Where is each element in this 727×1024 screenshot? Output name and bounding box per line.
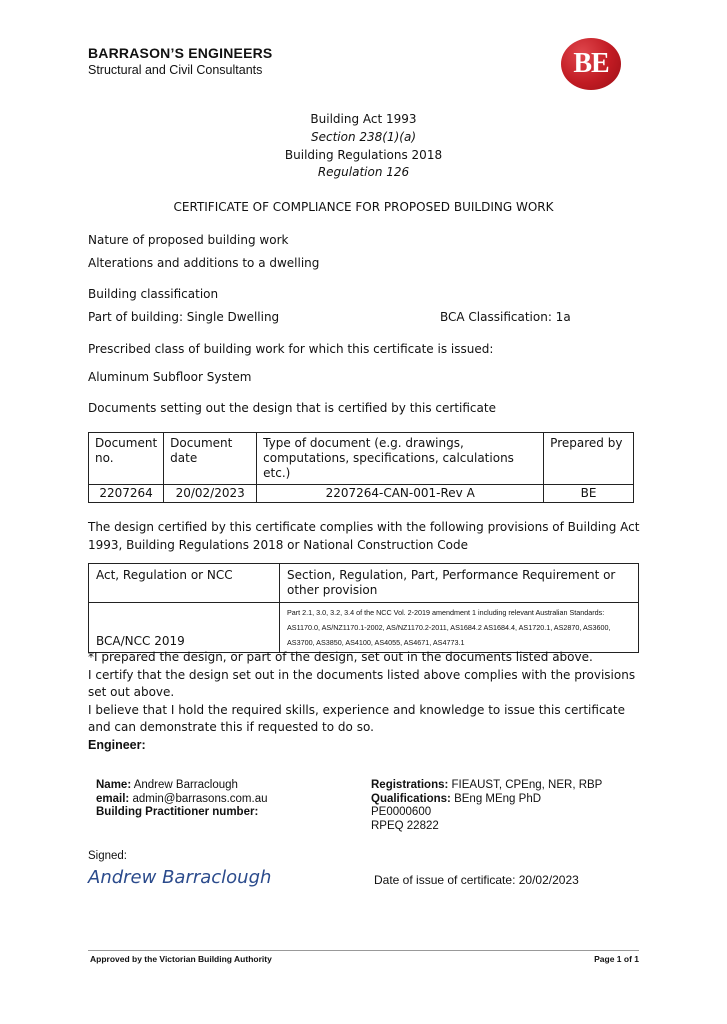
bp-number-label: Building Practitioner number: — [96, 806, 259, 818]
practitioner-number: PE0000600 — [371, 806, 432, 818]
declaration-2: I certify that the design set out in the documents listed above complies with the provisions set out above. — [88, 667, 636, 699]
declaration-1: *I prepared the design, or part of the design, set out in the documents listed above. — [88, 650, 593, 664]
documents-table — [88, 432, 634, 503]
table-cell: 20/02/2023 — [164, 485, 257, 503]
registrations-label: Registrations: — [371, 779, 449, 791]
table-cell: BE — [544, 485, 634, 503]
regulation-number: Regulation 126 — [317, 165, 410, 179]
header-cell: Document no. — [89, 433, 164, 485]
engineer-heading: Engineer: — [88, 738, 146, 752]
regulations-title: Building Regulations 2018 — [284, 148, 443, 162]
prescribed-value: Aluminum Subfloor System — [88, 370, 252, 384]
prescribed-label: Prescribed class of building work for which this certificate is issued: — [88, 342, 494, 356]
header-cell: Type of document (e.g. drawings, computations, specifications, calculations etc.) — [257, 433, 544, 485]
footer-page-number: Page 1 of 1 — [594, 954, 639, 964]
name-label: Name: — [96, 779, 132, 791]
provision-detail: Part 2.1, 3.0, 3.2, 3.4 of the NCC Vol. 2-2019 amendment 1 including relevant Australian Standards: AS1170.0, AS/NZ1170.1-2002, AS/NZ1170.2-2011, AS1684.2 AS1684.4, AS1720.1, AS2870, AS3600, AS3700, AS3850, AS4100, AS4055, AS4671, AS4773.1 — [280, 603, 639, 653]
qualifications-value: BEng MEng PhD — [454, 792, 542, 805]
part-of-building: Part of building: Single Dwelling — [88, 310, 280, 324]
engineer-details — [96, 779, 268, 820]
header-cell: Section, Regulation, Part, Performance Requirement or other provision — [280, 564, 639, 603]
rpeq-number: RPEQ 22822 — [371, 819, 439, 832]
header-cell: Document date — [164, 433, 257, 485]
qualifications-label: Qualifications: — [371, 792, 451, 805]
act-title: Building Act 1993 — [310, 112, 417, 126]
email-label: email: — [96, 792, 130, 805]
table-row — [89, 485, 634, 503]
name-value: Andrew Barraclough — [133, 779, 238, 791]
header-cell: Act, Regulation or NCC — [89, 564, 280, 603]
documents-label: Documents setting out the design that is certified by this certificate — [88, 401, 496, 415]
company-name: BARRASON’S ENGINEERS — [88, 45, 273, 61]
company-tagline: Structural and Civil Consultants — [88, 63, 263, 77]
classification-label: Building classification — [88, 287, 219, 301]
footer-divider — [88, 950, 639, 951]
header-cell: Prepared by — [544, 433, 634, 485]
be-logo-icon: BE — [561, 38, 621, 90]
certificate-title: CERTIFICATE OF COMPLIANCE FOR PROPOSED BUILDING WORK — [173, 200, 554, 214]
issue-date: Date of issue of certificate: 20/02/2023 — [374, 873, 579, 887]
email-value: admin@barrasons.com.au — [132, 792, 268, 805]
registrations-value: FIEAUST, CPEng, NER, RBP — [451, 779, 603, 791]
provisions-table — [88, 563, 639, 653]
engineer-credentials — [371, 779, 602, 833]
declaration-3: I believe that I hold the required skills, experience and knowledge to issue this certificate and can demonstrate this if requested to do so. — [88, 702, 625, 734]
bca-classification: BCA Classification: 1a — [440, 310, 571, 324]
table-cell: 2207264 — [89, 485, 164, 503]
compliance-statement: The design certified by this certificate complies with the following provisions of Building Act 1993, Building Regulations 2018 or National Construction Code — [88, 520, 640, 552]
footer-authority: Approved by the Victorian Building Authority — [90, 954, 272, 964]
provision-label: BCA/NCC 2019 — [89, 603, 280, 653]
act-section: Section 238(1)(a) — [310, 130, 417, 144]
nature-value: Alterations and additions to a dwelling — [88, 256, 320, 270]
table-header-row — [89, 433, 634, 485]
signed-label: Signed: — [88, 850, 128, 862]
table-cell: 2207264-CAN-001-Rev A — [257, 485, 544, 503]
signature: Andrew Barraclough — [88, 867, 272, 888]
nature-label: Nature of proposed building work — [88, 233, 289, 247]
declarations — [88, 649, 643, 737]
table-header-row — [89, 564, 639, 603]
table-row — [89, 603, 639, 653]
